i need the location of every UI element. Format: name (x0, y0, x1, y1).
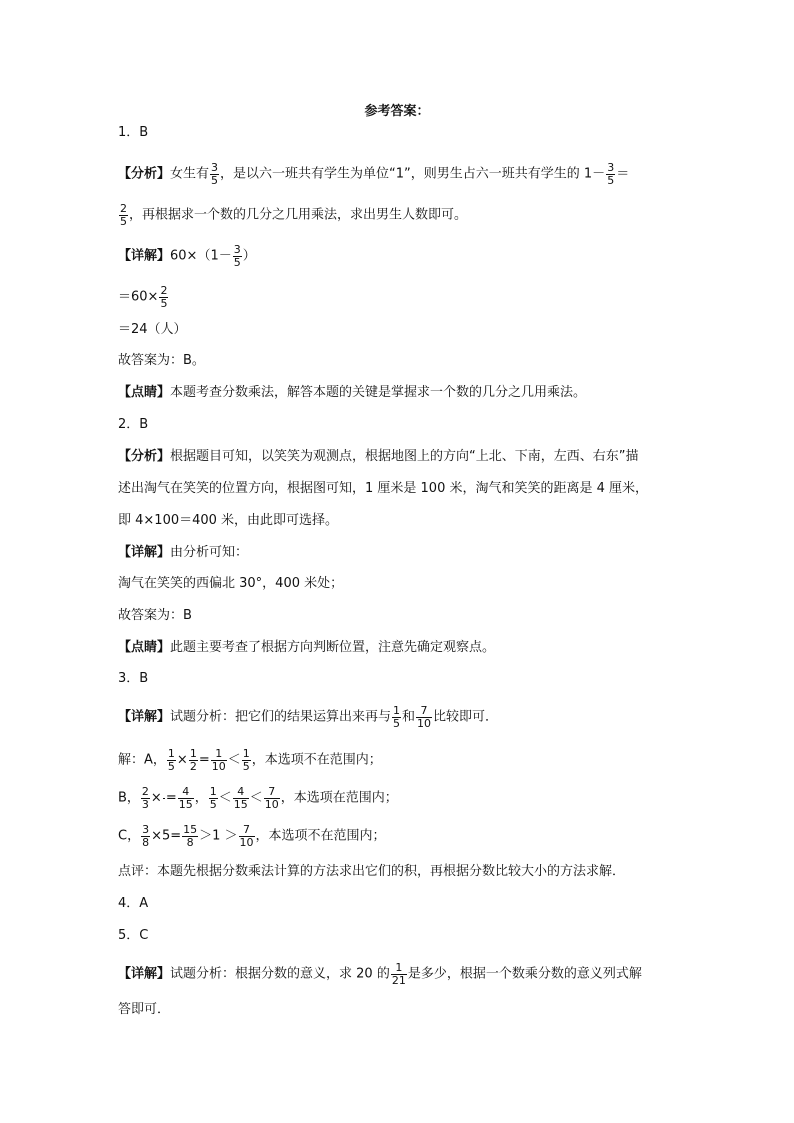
q2-analysis-line3: 即 4×100＝400 米，由此即可选择。 (118, 513, 339, 528)
q1-analysis-line1: 【分析】女生有 $\frac{3}{5}$ ，是以六一班共有学生为单位“1”，则男生占六一班共有学生的 1－ $\frac{3}{5}$ ＝ (118, 161, 630, 187)
q1-analysis-line2: $\frac{2}{5}$ ，再根据求一个数的几分之几用乘法，求出男生人数即可。 (120, 202, 468, 228)
fraction: $\frac{1}{5}$ (209, 785, 217, 811)
fraction: $\frac{1}{10}$ (211, 747, 226, 773)
page-title: 参考答案： (364, 104, 430, 119)
fraction: $\frac{1}{5}$ (167, 747, 175, 773)
fraction: $\frac{1}{21}$ (391, 961, 406, 987)
fraction: $\frac{1}{2}$ (189, 747, 197, 773)
q3-comment: 点评：本题先根据分数乘法计算的方法求出它们的积，再根据分数比较大小的方法求解． (118, 864, 626, 879)
q1-answer: 故答案为：B。 (118, 353, 205, 368)
q3-number: 3．B (118, 671, 149, 686)
fraction: $\frac{3}{5}$ (211, 161, 219, 187)
fraction: $\frac{7}{10}$ (417, 704, 432, 730)
fraction: $\frac{2}{3}$ (141, 785, 149, 811)
fraction: $\frac{3}{5}$ (607, 161, 615, 187)
q1-detail-tag: 【详解】 (118, 248, 171, 264)
q2-detail: 【详解】由分析可知： (118, 545, 249, 560)
fraction: $\frac{4}{15}$ (233, 785, 248, 811)
fraction: $\frac{2}{5}$ (120, 202, 127, 228)
fraction: $\frac{7}{10}$ (264, 785, 279, 811)
fraction: $\frac{3}{5}$ (233, 243, 241, 269)
q2-number: 2．B (118, 417, 149, 432)
fraction: $\frac{7}{10}$ (239, 823, 254, 849)
fraction: $\frac{1}{5}$ (393, 704, 401, 730)
fraction: $\frac{1}{5}$ (242, 747, 250, 773)
q4-number: 4．A (118, 896, 149, 911)
q1-analysis-tag: 【分析】 (118, 166, 171, 182)
fraction (163, 798, 165, 799)
q3-option-b: B， $\frac{2}{3}$ × = $\frac{4}{15}$ ， $\frac{1}{5}$ ＜ $\frac{4}{15}$ ＜ $\frac{7}{10}$ ，本选项在范围内； (118, 785, 398, 811)
q2-comment: 【点睛】此题主要考查了根据方向判断位置，注意先确定观察点。 (118, 640, 496, 655)
fraction: $\frac{3}{8}$ (142, 823, 150, 849)
fraction: $\frac{2}{5}$ (160, 284, 168, 310)
q2-answer: 故答案为：B (118, 608, 192, 623)
q2-analysis-line2: 述出淘气在笑笑的位置方向，根据图可知，1 厘米是 100 米，淘气和笑笑的距离是 4 厘米， (118, 481, 649, 496)
q5-number: 5．C (118, 928, 149, 943)
fraction: $\frac{15}{8}$ (183, 823, 198, 849)
q1-step1: ＝60× $\frac{2}{5}$ (118, 284, 168, 310)
q3-detail: 【详解】试题分析：把它们的结果运算出来再与 $\frac{1}{5}$ 和 $\frac{7}{10}$ 比较即可． (118, 704, 499, 730)
q2-detail-line2: 淘气在笑笑的西偏北 30°，400 米处； (118, 576, 344, 591)
q1-number: 1．B (118, 125, 149, 140)
q2-analysis-line1: 【分析】根据题目可知，以笑笑为观测点，根据地图上的方向“上北、下南，左西、右东”描 (118, 449, 639, 464)
q3-option-a: 解：A， $\frac{1}{5}$ × $\frac{1}{2}$ = $\frac{1}{10}$ ＜ $\frac{1}{5}$ ，本选项不在范围内； (118, 747, 382, 773)
q1-step2: ＝24（人） (118, 322, 187, 337)
q1-detail: 【详解】60×（1－ $\frac{3}{5}$ ） (118, 243, 256, 269)
q5-detail: 【详解】试题分析：根据分数的意义，求 20 的 $\frac{1}{21}$ 是多少，根据一个数乘分数的意义列式解 (118, 961, 642, 987)
q3-option-c: C， $\frac{3}{8}$ ×5= $\frac{15}{8}$ ＞1 ＞ $\frac{7}{10}$ ，本选项不在范围内； (118, 823, 386, 849)
q1-comment: 【点睛】本题考查分数乘法，解答本题的关键是掌握求一个数的几分之几用乘法。 (118, 385, 587, 400)
q5-detail-line2: 答即可． (118, 1002, 171, 1017)
fraction: $\frac{4}{15}$ (178, 785, 193, 811)
